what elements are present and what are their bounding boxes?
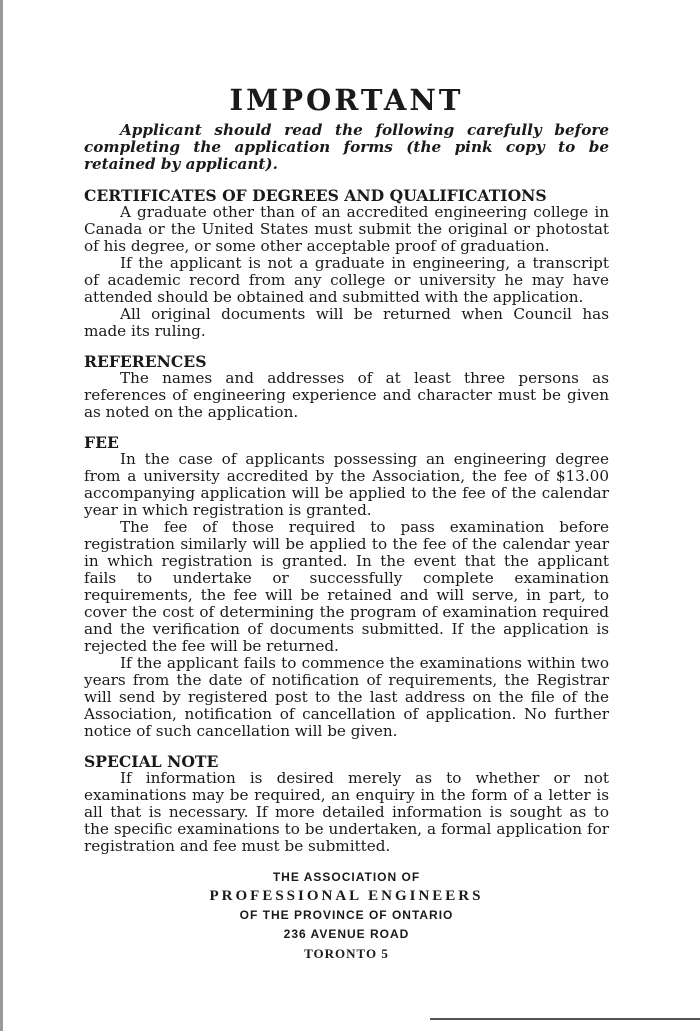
section-heading: CERTIFICATES OF DEGREES AND QUALIFICATIONS (84, 186, 547, 205)
footer-line: OF THE PROVINCE OF ONTARIO (239, 908, 454, 922)
paragraph: If the applicant fails to commence the examinations within two years from the date of notification of requirements, the Registrar will send by registered post to the last address on the file of the Association, notification of cancellation of application. No further notice of such cancellation will be given. (84, 654, 609, 740)
association-name: PROFESSIONAL ENGINEERS (209, 888, 484, 904)
section-heading: SPECIAL NOTE (84, 752, 219, 771)
paragraph: The names and addresses of at least three persons as references of engineering experience and character must be given as noted on the application. (84, 369, 609, 421)
paragraph: In the case of applicants possessing an engineering degree from a university accredited by the Association, the fee of $13.00 accompanying application will be applied to the fee of the calendar year in which registration is granted. (84, 450, 609, 519)
intro-instruction: Applicant should read the following carefully before completing the application forms (the pink copy to be retained by applicant). (84, 121, 609, 173)
footer-address: 236 AVENUE ROAD (283, 927, 410, 941)
paragraph: If information is desired merely as to whether or not examinations may be required, an enquiry in the form of a letter is all that is necessary. If more detailed information is sought as to the specific examinations to be undertaken, a formal application for registration and fee must be submitted. (84, 769, 609, 855)
section-certificates (84, 187, 609, 340)
paragraph: If the applicant is not a graduate in engineering, a transcript of academic record from any college or university he may have attended should be obtained and submitted with the application. (84, 254, 609, 306)
footer-city: TORONTO 5 (304, 946, 389, 961)
section-heading: REFERENCES (84, 352, 207, 371)
page-title: IMPORTANT (229, 83, 464, 117)
bottom-edge-rule (430, 1018, 700, 1020)
left-edge-rule (0, 0, 3, 1031)
association-footer (84, 868, 609, 963)
section-references (84, 353, 609, 421)
section-heading: FEE (84, 433, 119, 452)
paragraph: The fee of those required to pass examination before registration similarly will be applied to the fee of the calendar year in which registration is granted. In the event that the applicant fails to undertake or successfully complete examination requirements, the fee will be retained and will serve, in part, to cover the cost of determining the program of examination required and the verification of documents submitted. If the application is rejected the fee will be returned. (84, 518, 609, 655)
section-special-note (84, 753, 609, 855)
paragraph: A graduate other than of an accredited engineering college in Canada or the United States must submit the original or photostat of his degree, or some other acceptable proof of graduation. (84, 203, 609, 255)
footer-line: THE ASSOCIATION OF (272, 870, 421, 884)
section-fee (84, 434, 609, 740)
paragraph: All original documents will be returned when Council has made its ruling. (84, 305, 609, 340)
document-page (84, 78, 609, 963)
